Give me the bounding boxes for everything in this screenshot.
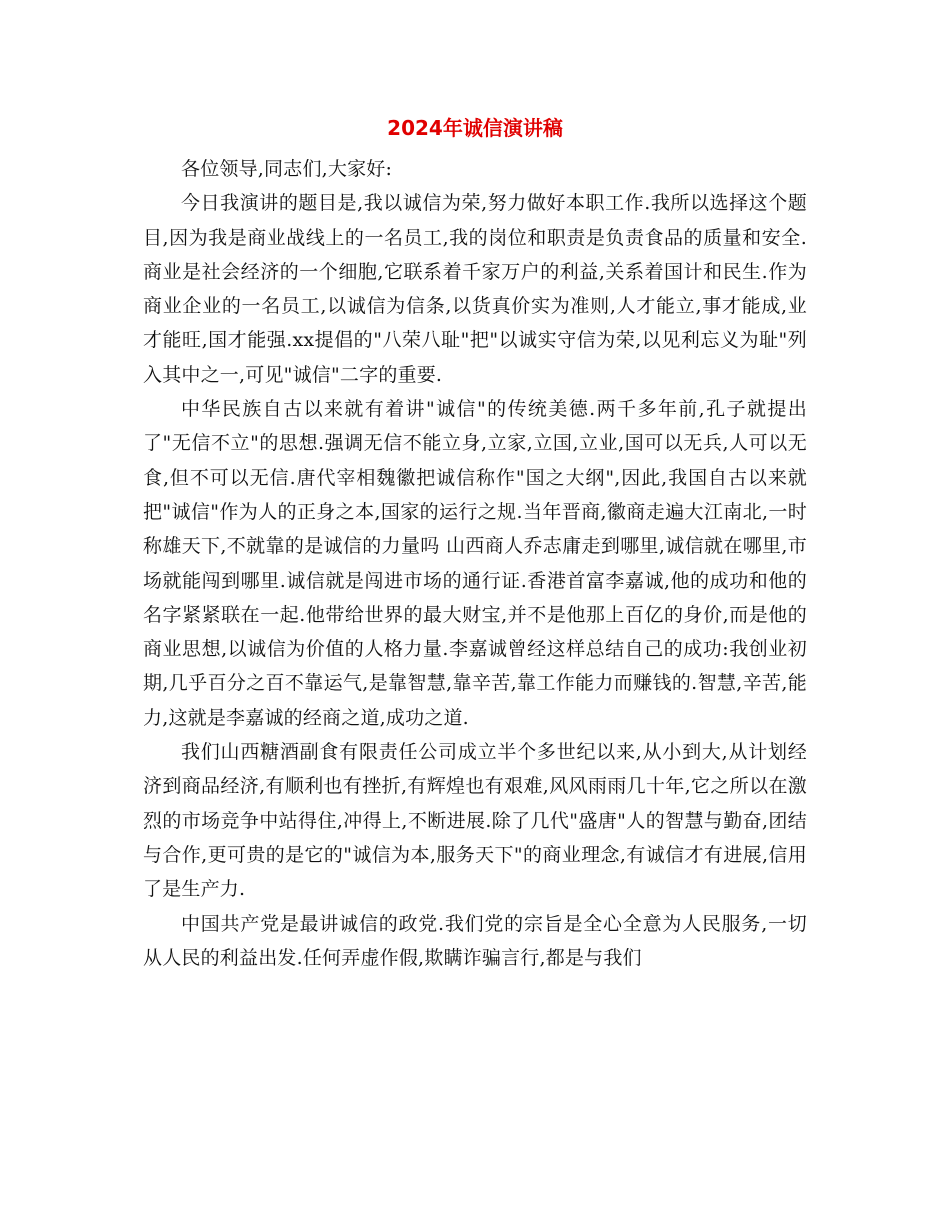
paragraph-topic: 今日我演讲的题目是,我以诚信为荣,努力做好本职工作.我所以选择这个题目,因为我是商业战线上的一名员工,我的岗位和职责是负责食品的质量和安全.商业是社会经济的一个细胞,它联系着千家万户的利益,关系着国计和民生.作为商业企业的一名员工,以诚信为信条,以货真价实为准则,人才能立,事才能成,业才能旺,国才能强.xx提倡的"八荣八耻"把"以诚实守信为荣,以见利忘义为耻"列入其中之一,可见"诚信"二字的重要. bbox=[143, 192, 807, 386]
paragraph-company: 我们山西糖酒副食有限责任公司成立半个多世纪以来,从小到大,从计划经济到商品经济,有顺利也有挫折,有辉煌也有艰难,风风雨雨几十年,它之所以在激烈的市场竞争中站得住,冲得上,不断进展.除了几代"盛唐"人的智慧与勤奋,团结与合作,更可贵的是它的"诚信为本,服务天下"的商业理念,有诚信才有进展,信用了是生产力. bbox=[143, 741, 807, 901]
document-title: 2024年诚信演讲稿 bbox=[387, 116, 563, 140]
paragraph-tradition: 中华民族自古以来就有着讲"诚信"的传统美德.两千多年前,孔子就提出了"无信不立"的思想.强调无信不能立身,立家,立国,立业,国可以无兵,人可以无食,但不可以无信.唐代宰相魏徽把诚信称作"国之大纲",因此,我国自古以来就把"诚信"作为人的正身之本,国家的运行之规.当年晋商,徽商走遍大江南北,一时称雄天下,不就靠的是诚信的力量吗 山西商人乔志庸走到哪里,诚信就在哪里,市场就能闯到哪里.诚信就是闯进市场的通行证.香港首富李嘉诚,他的成功和他的名字紧紧联在一起.他带给世界的最大财宝,并不是他那上百亿的身价,而是他的商业思想,以诚信为价值的人格力量.李嘉诚曾经这样总结自己的成功:我创业初期,几乎百分之百不靠运气,是靠智慧,靠辛苦,靠工作能力而赚钱的.智慧,辛苦,能力,这就是李嘉诚的经商之道,成功之道. bbox=[143, 398, 807, 729]
paragraph-party: 中国共产党是最讲诚信的政党.我们党的宗旨是全心全意为人民服务,一切从人民的利益出发.任何弄虚作假,欺瞒诈骗言行,都是与我们 bbox=[143, 912, 807, 969]
paragraph-greeting: 各位领导,同志们,大家好: bbox=[181, 158, 393, 180]
document-page bbox=[143, 108, 807, 975]
